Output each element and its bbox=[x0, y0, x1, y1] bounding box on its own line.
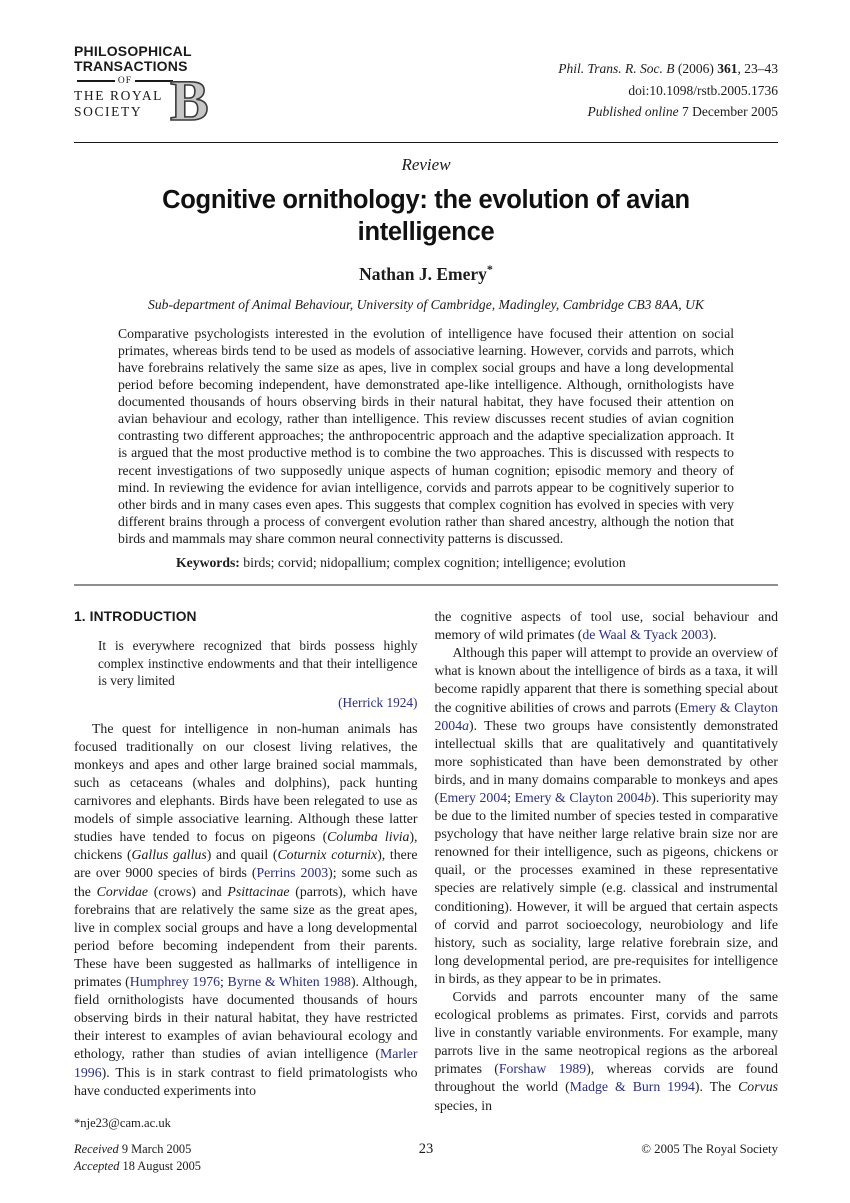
logo-of: OF bbox=[117, 76, 133, 86]
text-segment: ). Although, field ornithologists have documented thousands of hours observing birds in their natural habitat, they have restricted their interest to examples of avian behavioural ecology and ethology, rather than studies of avian intelligence ( bbox=[74, 974, 418, 1062]
logo-line-philosophical: PHILOSOPHICAL bbox=[74, 43, 192, 59]
text-segment: ; bbox=[507, 789, 515, 805]
text-segment: Received bbox=[74, 1142, 119, 1157]
text-segment: Keywords: bbox=[176, 555, 244, 571]
citation-link[interactable]: de Waal & Tyack 2003 bbox=[582, 627, 709, 643]
accepted-date bbox=[74, 1158, 314, 1175]
citation-link[interactable]: Byrne & Whiten 1988 bbox=[227, 974, 351, 990]
citation-link[interactable]: Madge & Burn 1994 bbox=[569, 1079, 695, 1095]
text-segment: Corvidae bbox=[96, 883, 148, 899]
copyright-notice: © 2005 The Royal Society bbox=[641, 1142, 778, 1157]
citation-link[interactable]: Humphrey 1976 bbox=[129, 974, 221, 990]
masthead-divider bbox=[74, 142, 778, 143]
body-columns bbox=[74, 608, 778, 1132]
citation-link[interactable]: Emery & Clayton 2004 bbox=[434, 699, 778, 733]
text-segment: doi:10.1098/rstb.2005.1736 bbox=[628, 82, 778, 98]
text-segment: 361 bbox=[717, 61, 738, 76]
text-segment: Published online bbox=[587, 104, 679, 119]
text-segment: ), chickens ( bbox=[74, 829, 418, 863]
logo-line-transactions: TRANSACTIONS bbox=[74, 57, 188, 74]
citation-link[interactable]: Emery 2004 bbox=[439, 789, 508, 805]
received-accepted-block bbox=[74, 1141, 314, 1174]
citation-link[interactable]: Perrins 2003 bbox=[256, 865, 329, 881]
text-segment: ) and quail ( bbox=[206, 847, 278, 863]
text-segment: 9 March 2005 bbox=[118, 1142, 192, 1157]
citation-link[interactable]: (Herrick 1924) bbox=[338, 694, 418, 710]
keywords-line bbox=[118, 555, 734, 571]
abstract-divider bbox=[74, 584, 778, 586]
text-segment: ); some such as the bbox=[74, 865, 418, 899]
text-segment: the cognitive aspects of tool use, social behaviour and memory of wild primates ( bbox=[434, 609, 778, 643]
text-segment: ; bbox=[220, 974, 228, 990]
text-segment: Corvids and parrots encounter many of the same ecological problems as primates. First, corvids and parrots live in constantly variable environments. For example, many parrots live in the same neotropical regions as the arboreal primates ( bbox=[434, 989, 778, 1077]
logo-line-the-royal: THE ROYAL bbox=[74, 88, 164, 103]
page-footer bbox=[74, 1141, 778, 1174]
text-segment: 18 August 2005 bbox=[119, 1158, 201, 1173]
page-title bbox=[74, 184, 778, 248]
royal-society-logo bbox=[74, 43, 264, 133]
text-segment: The quest for intelligence in non-human animals has focused traditionally on our closest living relatives, the monkeys and apes and other large brained social mammals, such as cetaceans (whales and dolphins), pack hunting carnivores and elephants. Birds have been relegated to use as models of simple associative learning. Although these latter studies have tended to focus on pigeons ( bbox=[74, 720, 418, 845]
text-segment: Phil. Trans. R. Soc. B bbox=[558, 61, 675, 76]
citation-link[interactable]: Forshaw 1989 bbox=[498, 1061, 587, 1077]
author-footnote-mark: * bbox=[486, 262, 493, 276]
author-text: Nathan J. Emery bbox=[359, 263, 487, 284]
citation-doi bbox=[558, 80, 778, 102]
text-segment: ). This superiority may be due to the limited number of species tested in comparative psychology that have neither large relative brain size nor are renowned for their intelligence, such as pigeons, chickens or quail, or the processes examined in these representative species are relatively simple (e.g. classical and instrumental conditioning). However, it will be argued that certain aspects of corvid and parrot socioecology, neurobiology and life history, such as sociality, large relative forebrain size, and long developmental period, are pre-requisites for intelligence in birds, as they appear to be in primates. bbox=[434, 789, 779, 986]
citation-published-online bbox=[558, 101, 778, 123]
text-segment: 7 December 2005 bbox=[678, 104, 778, 119]
author-affiliation: Sub-department of Animal Behaviour, University of Cambridge, Madingley, Cambridge CB3 8AA, UK bbox=[148, 296, 704, 312]
citation-link[interactable]: Marler 1996 bbox=[74, 1046, 418, 1080]
text-segment: ). This is in stark contrast to field primatologists who have conducted experiments into bbox=[74, 1064, 418, 1098]
author-email-footnote: *nje23@cam.ac.uk bbox=[74, 1115, 171, 1130]
text-segment: ). bbox=[708, 627, 717, 643]
citation-reference bbox=[558, 58, 778, 80]
right-column bbox=[435, 608, 779, 1132]
text-segment: Columba livia bbox=[327, 829, 410, 845]
left-column bbox=[74, 608, 418, 1132]
journal-b-icon: B bbox=[170, 68, 209, 133]
text-segment: ), whereas corvids are found throughout the world ( bbox=[434, 1061, 778, 1095]
masthead bbox=[74, 44, 778, 134]
text-segment: ), there are over 9000 species of birds ( bbox=[74, 847, 418, 881]
logo-line-society: SOCIETY bbox=[74, 104, 143, 119]
text-segment: birds; corvid; nidopallium; complex cognition; intelligence; evolution bbox=[243, 555, 626, 571]
citation-block bbox=[558, 44, 778, 123]
body-paragraph bbox=[74, 720, 418, 1100]
text-segment: species, in bbox=[434, 1097, 492, 1113]
text-segment: Although this paper will attempt to provide an overview of what is known about the intelligence of birds as a taxa, it will become rapidly apparent that there is something special about the cognitive abilities of crows and parrots ( bbox=[434, 645, 778, 715]
received-date bbox=[74, 1141, 314, 1158]
text-segment: (parrots), which have forebrains that are relatively the same size as the great apes, live in complex social groups and have a long developmental period before becoming independent from their parents. These have been suggested as hallmarks of intelligence in primates ( bbox=[74, 883, 418, 990]
page-number: 23 bbox=[418, 1141, 434, 1158]
body-paragraph bbox=[435, 988, 779, 1115]
citation-link[interactable]: Emery & Clayton 2004 bbox=[514, 789, 645, 805]
text-segment: Psittacinae bbox=[227, 883, 290, 899]
body-paragraph bbox=[435, 644, 779, 988]
text-segment: ). These two groups have consistently demonstrated intellectual skills that are qualitatively and quantitatively more sophisticated than have been demonstrated by other birds, and in many domains comparable to monkeys and apes ( bbox=[434, 717, 778, 805]
epigraph-attribution bbox=[74, 694, 418, 712]
text-segment: Gallus gallus bbox=[131, 847, 207, 863]
text-segment: Accepted bbox=[74, 1158, 120, 1173]
article-kind: Review bbox=[401, 155, 451, 174]
text-segment: ). The bbox=[694, 1079, 739, 1095]
text-segment: (crows) and bbox=[148, 883, 228, 899]
logo-dash-right bbox=[135, 80, 173, 81]
title-line-1: Cognitive ornithology: the evolution of avian bbox=[162, 186, 690, 214]
text-segment: Corvus bbox=[738, 1079, 778, 1095]
section-heading-introduction: 1. INTRODUCTION bbox=[74, 609, 197, 625]
epigraph-quote: It is everywhere recognized that birds possess highly complex instinctive endowments and that their intelligence is very limited bbox=[98, 638, 418, 689]
text-segment: , 23–43 bbox=[737, 61, 778, 76]
logo-of-row bbox=[74, 76, 176, 86]
text-segment: (2006) bbox=[674, 61, 718, 76]
title-line-2: intelligence bbox=[357, 218, 495, 246]
logo-dash-left bbox=[77, 80, 115, 81]
text-segment: Coturnix coturnix bbox=[277, 847, 378, 863]
abstract-text: Comparative psychologists interested in the evolution of intelligence have focused their attention on social primates, whereas birds tend to be used as models of associative learning. However, corvids and parrots, which have forebrains relatively the same size as apes, live in complex social groups and have a long developmental period before becoming independent, have demonstrated ape-like intelligence. Although, ornithologists have documented thousands of hours observing birds in their natural habitat, they have focused their attention on avian behaviour and ecology, rather than intelligence. This review discusses recent studies of avian cognition contrasting two different approaches; the anthropocentric approach and the adaptive specialization approach. It is argued that the most productive method is to combine the two approaches. This is discussed with respects to recent investigations of two supposedly unique aspects of human cognition; episodic memory and theory of mind. In reviewing the evidence for avian intelligence, corvids and parrots appear to be cognitively superior to other birds and in many cases even apes. This suggests that complex cognition has evolved in species with very different brains through a process of convergent evolution rather than shared ancestry, although the notion that birds and mammals may share common neural connectivity patterns is discussed. bbox=[118, 325, 734, 546]
body-paragraph bbox=[435, 608, 779, 644]
citation-link[interactable]: a bbox=[462, 717, 469, 733]
author-name bbox=[74, 262, 778, 285]
citation-link[interactable]: b bbox=[644, 789, 652, 805]
